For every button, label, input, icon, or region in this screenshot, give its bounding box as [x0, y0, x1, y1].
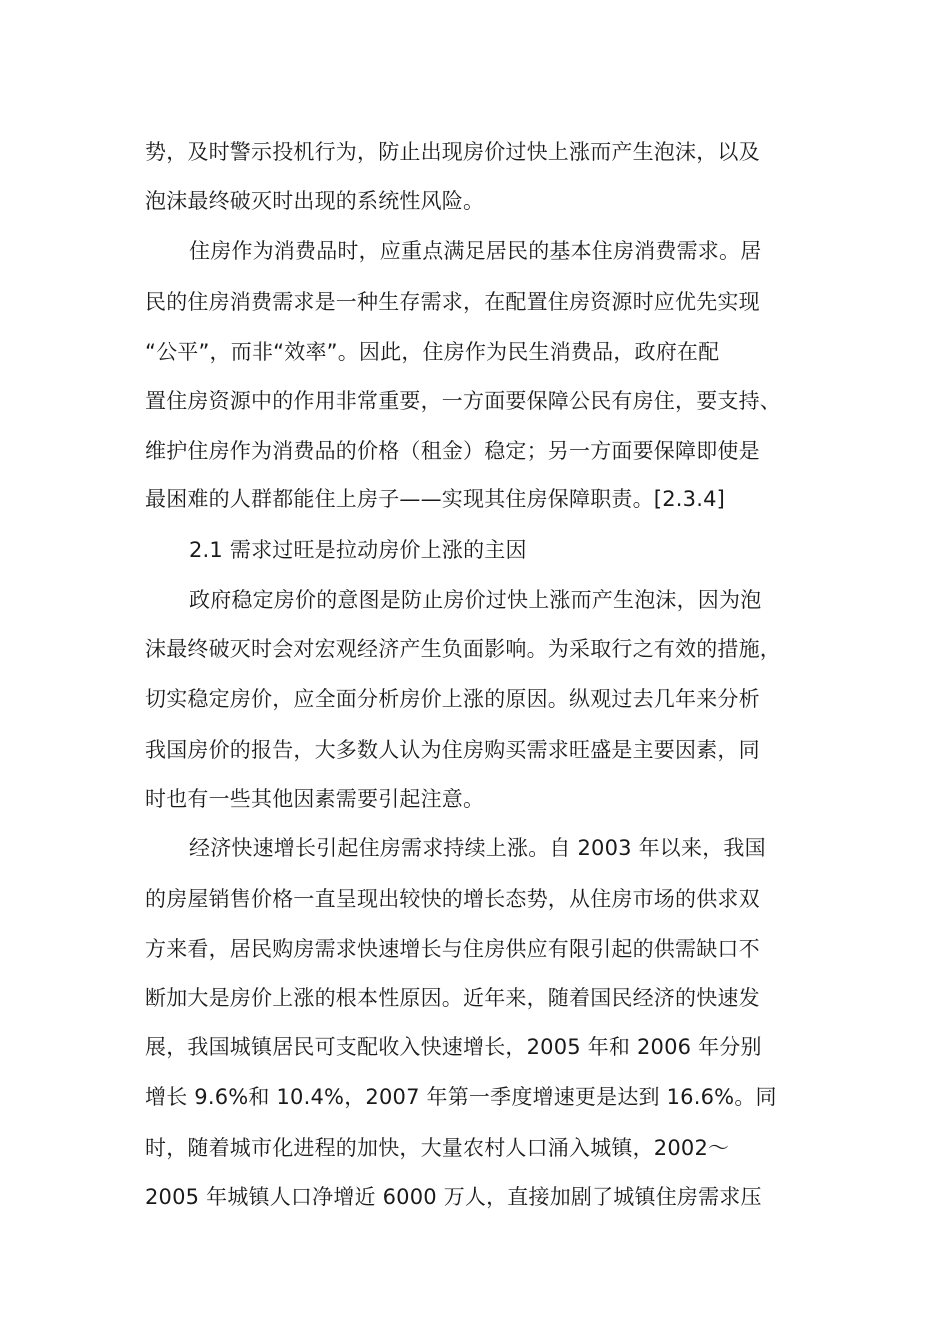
- text-line: 时也有一些其他因素需要引起注意。: [145, 787, 485, 811]
- paragraph-start-line: 经济快速增长引起住房需求持续上涨。自 2003 年以来，我国: [189, 836, 766, 860]
- text-line: 增长 9.6%和 10.4%，2007 年第一季度增速更是达到 16.6%。同: [145, 1085, 777, 1109]
- text-line: 泡沫最终破灭时出现的系统性风险。: [145, 189, 485, 213]
- text-line: 时，随着城市化进程的加快，大量农村人口涌入城镇，2002～: [145, 1136, 730, 1160]
- text-line: 沫最终破灭时会对宏观经济产生负面影响。为采取行之有效的措施，: [145, 637, 781, 661]
- text-line: 民的住房消费需求是一种生存需求，在配置住房资源时应优先实现: [145, 290, 760, 314]
- text-line: 断加大是房价上涨的根本性原因。近年来，随着国民经济的快速发: [145, 986, 760, 1010]
- text-line: 2005 年城镇人口净增近 6000 万人，直接加剧了城镇住房需求压: [145, 1185, 762, 1209]
- text-line: 切实稳定房价，应全面分析房价上涨的原因。纵观过去几年来分析: [145, 687, 760, 711]
- text-line: 最困难的人群都能住上房子——实现其住房保障职责。[2.3.4]: [145, 487, 726, 511]
- text-line: 势，及时警示投机行为，防止出现房价过快上涨而产生泡沫，以及: [145, 140, 760, 164]
- text-line: 方来看，居民购房需求快速增长与住房供应有限引起的供需缺口不: [145, 937, 760, 961]
- text-line: 的房屋销售价格一直呈现出较快的增长态势，从住房市场的供求双: [145, 887, 760, 911]
- text-line: 维护住房作为消费品的价格（租金）稳定；另一方面要保障即使是: [145, 439, 760, 463]
- text-line: 我国房价的报告，大多数人认为住房购买需求旺盛是主要因素，同: [145, 738, 760, 762]
- section-heading: 2.1 需求过旺是拉动房价上涨的主因: [189, 538, 527, 562]
- text-line: 展，我国城镇居民可支配收入快速增长，2005 年和 2006 年分别: [145, 1035, 762, 1059]
- text-line: 置住房资源中的作用非常重要，一方面要保障公民有房住，要支持、: [145, 389, 781, 413]
- paragraph-start-line: 政府稳定房价的意图是防止房价过快上涨而产生泡沫，因为泡: [189, 588, 762, 612]
- paragraph-start-line: 住房作为消费品时，应重点满足居民的基本住房消费需求。居: [189, 239, 762, 263]
- text-line: “公平”，而非“效率”。因此，住房作为民生消费品，政府在配: [145, 340, 720, 364]
